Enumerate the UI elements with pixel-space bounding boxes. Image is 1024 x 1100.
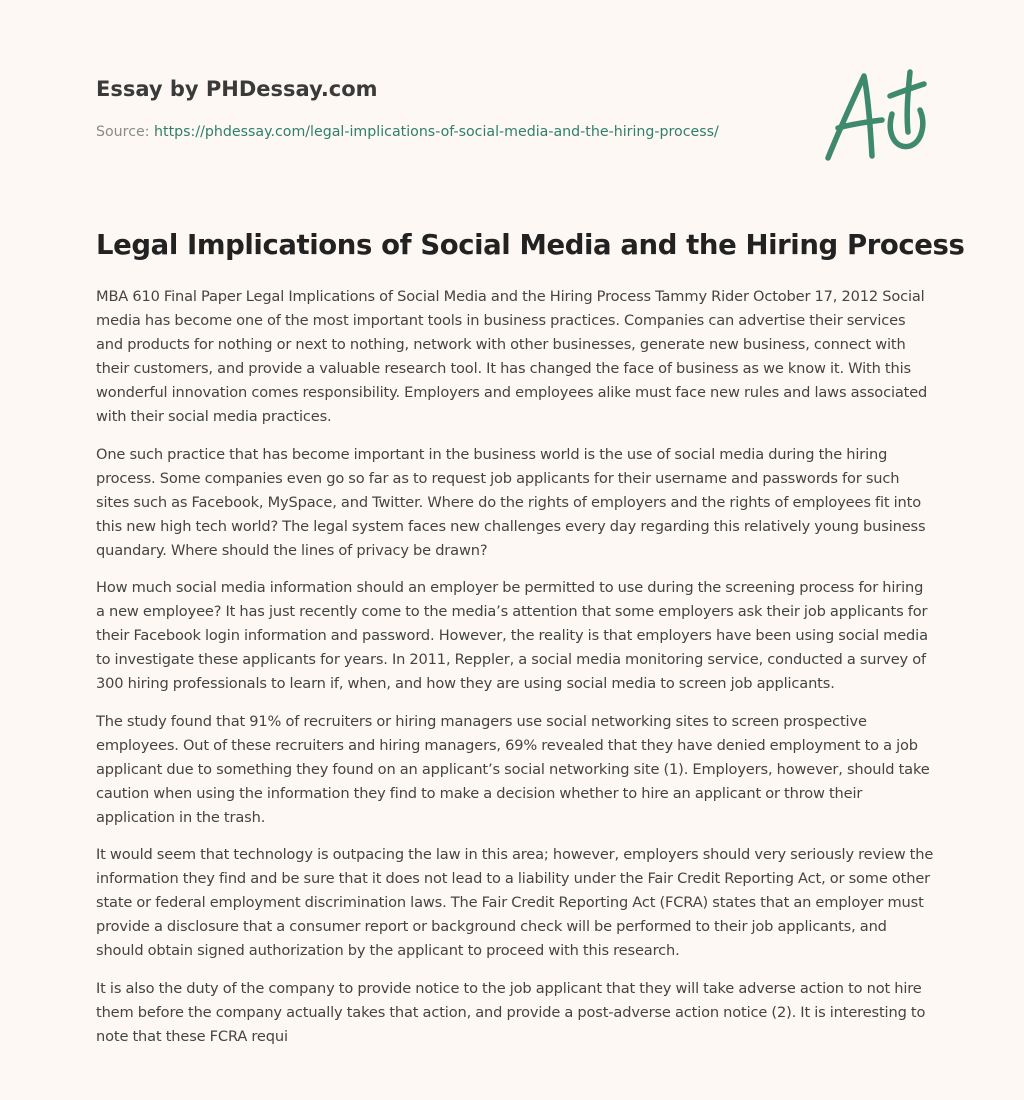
source-line xyxy=(96,122,796,142)
paragraph: It is also the duty of the company to provide notice to the job applicant that they will take adverse action to not hire them before the company actually takes that action, and provide a post-adverse action notice (2). It is interesting to note that these FCRA requi xyxy=(96,979,926,1045)
source-label: Source: xyxy=(96,124,150,140)
page-header xyxy=(96,74,796,142)
a-plus-icon xyxy=(818,62,934,166)
site-brand: Essay by PHDessay.com xyxy=(96,77,378,101)
a-plus-logo-svg xyxy=(818,62,934,166)
paragraph: It would seem that technology is outpacing the law in this area; however, employers should very seriously review the information they find and be sure that it does not lead to a liability under the Fair Credit Reporting Act, or some other state or federal employment discrimination laws. The Fair Credit Reporting Act (FCRA) states that an employer must provide a disclosure that a consumer report or background check will be performed to their job applicants, and should obtain signed authorization by the applicant to proceed with this research. xyxy=(96,846,934,959)
essay-body xyxy=(96,285,936,1062)
source-link[interactable]: https://phdessay.com/legal-implications-of-social-media-and-the-hiring-process/ xyxy=(154,124,719,140)
essay-title: Legal Implications of Social Media and the Hiring Process xyxy=(96,229,965,261)
paragraph: How much social media information should an employer be permitted to use during the screening process for hiring a new employee? It has just recently come to the media’s attention that some employers ask their job applicants for their Facebook login information and password. However, the reality is that employers have been using social media to investigate these applicants for years. In 2011, Reppler, a social media monitoring service, conducted a survey of 300 hiring professionals to learn if, when, and how they are using social media to screen job applicants. xyxy=(96,579,928,692)
paragraph: The study found that 91% of recruiters or hiring managers use social networking sites to screen prospective employees. Out of these recruiters and hiring managers, 69% revealed that they have denied employment to a job applicant due to something they found on an applicant’s social networking site (1). Employers, however, should take caution when using the information they find to make a decision whether to hire an applicant or throw their application in the trash. xyxy=(96,712,930,826)
plus-vertical-stroke xyxy=(907,72,910,132)
paragraph: MBA 610 Final Paper Legal Implications of Social Media and the Hiring Process Tammy Rider October 17, 2012 Social media has become one of the most important tools in business practices. Companies can advertise their services and products for nothing or next to nothing, network with other businesses, generate new business, connect with their customers, and provide a valuable research tool. It has changed the face of business as we know it. With this wonderful innovation comes responsibility. Employers and employees alike must face new rules and laws associated with their social media practices. xyxy=(96,288,928,425)
paragraph: One such practice that has become important in the business world is the use of social media during the hiring process. Some companies even go so far as to request job applicants for their username and passwords for such sites such as Facebook, MySpace, and Twitter. Where do the rights of employers and the rights of employees fit into this new high tech world? The legal system faces new challenges every day regarding this relatively young business quandary. Where should the lines of privacy be drawn? xyxy=(96,445,926,559)
a-letter-stroke xyxy=(828,76,872,158)
